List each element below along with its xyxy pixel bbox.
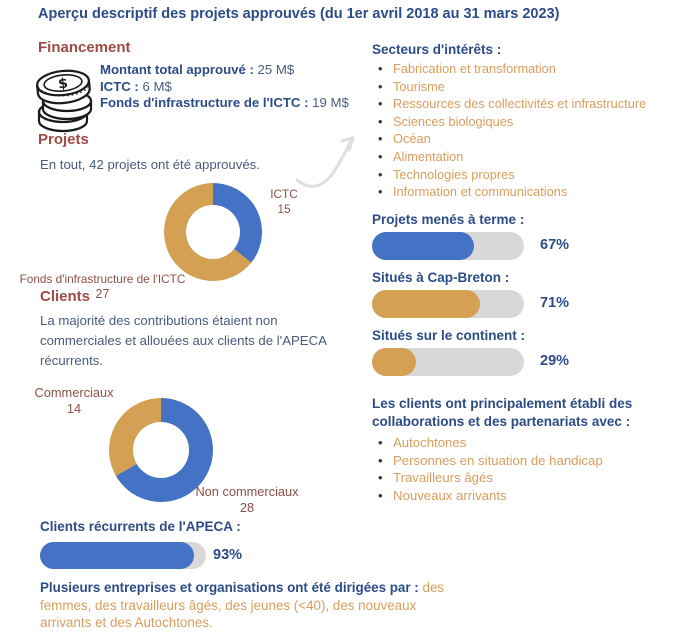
bar3-label: Situés sur le continent : xyxy=(372,328,526,343)
list-item: • Autochtones xyxy=(374,434,674,452)
list-item: • Alimentation xyxy=(374,148,676,166)
donut-label-ictc xyxy=(256,187,312,217)
donut-label-commerciaux xyxy=(14,385,134,417)
list-item: • Travailleurs âgés xyxy=(374,469,674,487)
donut-label-ictc-name: ICTC xyxy=(270,187,298,201)
list-item: • Océan xyxy=(374,130,676,148)
donut-label-noncommerciaux-value: 28 xyxy=(239,500,255,515)
bar2-label: Situés à Cap-Breton : xyxy=(372,270,510,285)
list-item: • Technologies propres xyxy=(374,166,676,184)
projets-termines-fill xyxy=(372,232,474,260)
projets-summary: En tout, 42 projets ont été approuvés. xyxy=(40,157,260,172)
bar1-percent: 67% xyxy=(540,237,570,253)
svg-text:$: $ xyxy=(57,75,69,93)
donut-label-fonds xyxy=(10,272,195,302)
list-item: • Nouveaux arrivants xyxy=(374,487,674,505)
coins-icon xyxy=(31,63,95,135)
montant-total-value: 25 M$ xyxy=(257,62,295,77)
apeca-progress-fill xyxy=(40,542,194,569)
clients-paragraph: La majorité des contributions étaient non commerciales et allouées aux clients de l'APECA récurrents. xyxy=(40,313,327,368)
list-item: • Fabrication et transformation xyxy=(374,60,676,78)
partners-heading: Les clients ont principalement établi des collaborations et des partenariats avec : xyxy=(372,396,633,429)
list-item: • Tourisme xyxy=(374,78,676,96)
montant-total-label: Montant total approuvé : xyxy=(100,62,254,77)
montant-total-line xyxy=(100,62,362,79)
curved-arrow-icon xyxy=(293,124,365,190)
donut-label-noncommerciaux-name: Non commerciaux xyxy=(195,484,299,499)
continent-fill xyxy=(372,348,416,376)
cap-breton-fill xyxy=(372,290,480,318)
donut-label-fonds-value: 27 xyxy=(95,287,110,301)
fonds-line xyxy=(100,95,362,112)
donut-label-fonds-name: Fonds d'infrastructure de l'ICTC xyxy=(19,272,186,286)
partners-list xyxy=(374,434,674,504)
continent-bar xyxy=(372,348,524,376)
list-item: • Information et communications xyxy=(374,183,676,201)
donut-label-commerciaux-name: Commerciaux xyxy=(34,385,114,400)
bar2-percent: 71% xyxy=(540,295,570,311)
apeca-bar-label: Clients récurrents de l'APECA : xyxy=(40,519,241,534)
clients-heading: Clients xyxy=(40,288,91,305)
apeca-progress-bar xyxy=(40,542,206,569)
sectors-list xyxy=(374,60,676,201)
bar1-label: Projets menés à terme : xyxy=(372,212,525,227)
donut-label-noncommerciaux xyxy=(172,484,322,516)
projets-heading: Projets xyxy=(38,131,89,148)
ictc-label: ICTC : xyxy=(100,78,139,94)
sectors-heading: Secteurs d'intérêts : xyxy=(372,42,502,57)
financement-heading: Financement xyxy=(38,39,131,56)
donut-label-ictc-value: 15 xyxy=(277,202,291,216)
projets-termines-bar xyxy=(372,232,524,260)
footer-statement xyxy=(40,579,464,632)
bar3-percent: 29% xyxy=(540,353,570,369)
list-item: • Personnes en situation de handicap xyxy=(374,452,674,470)
ictc-line xyxy=(100,79,362,96)
footer-statement-orange: des femmes, des travailleurs âgés, des jeunes (<40), des nouveaux arrivants et des Autochtones. xyxy=(40,580,445,630)
donut-label-commerciaux-value: 14 xyxy=(66,401,82,416)
list-item: • Sciences biologiques xyxy=(374,113,676,131)
apeca-percent: 93% xyxy=(213,547,243,563)
ictc-value: 6 M$ xyxy=(142,78,172,94)
projets-donut-chart xyxy=(164,183,262,281)
fonds-value: 19 M$ xyxy=(312,95,349,110)
fonds-label: Fonds d'infrastructure de l'ICTC : xyxy=(100,95,309,110)
footer-statement-bold: Plusieurs entreprises et organisations ont été dirigées par : xyxy=(40,580,419,595)
list-item: • Ressources des collectivités et infrastructure xyxy=(374,95,676,113)
cap-breton-bar xyxy=(372,290,524,318)
page-title: Aperçu descriptif des projets approuvés (du 1er avril 2018 au 31 mars 2023) xyxy=(38,6,560,22)
financement-details xyxy=(100,62,362,112)
